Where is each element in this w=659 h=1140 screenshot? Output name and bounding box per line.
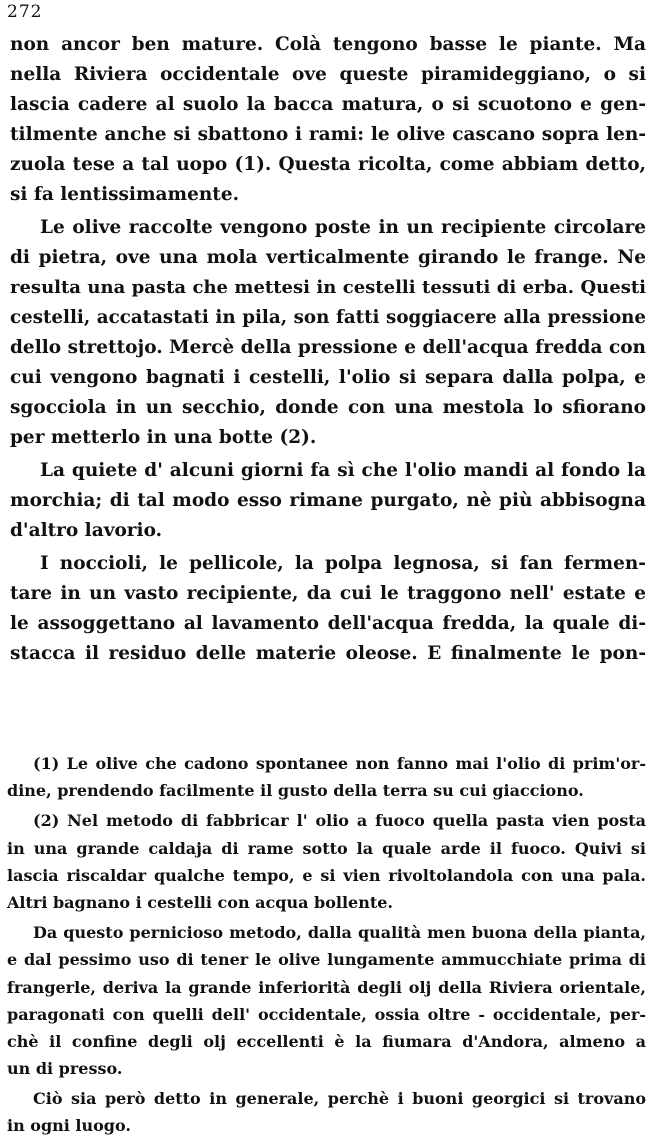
footnote-line: (1) Le olive che cadono spontanee non fanno mai l'olio di prim'or- [33,754,646,773]
footnote-line: chè il confine degli olj eccellenti è la fiumara d'Andora, almeno a [7,1031,646,1051]
text-line: resulta una pasta che mettesi in cestelli tessuti di erba. Questi [10,277,646,298]
text-line: per metterlo in una botte (2). [10,427,317,448]
footnote-line: un di presso. [7,1059,123,1079]
footnote-line: Ciò sia però detto in generale, perchè i buoni georgici si trovano [33,1089,646,1109]
footnote-line: in una grande caldaja di rame sotto la quale arde il fuoco. Quivi si [7,838,646,858]
text-line: stacca il residuo delle materie oleose. E finalmente le pon- [10,643,646,664]
text-line: La quiete d' alcuni giorni fa sì che l'olio mandi al fondo la [40,460,646,481]
text-line: lascia cadere al suolo la bacca matura, o si scuotono e gen- [10,94,646,115]
text-line: nella Riviera occidentale ove queste piramideggiano, o si [10,64,646,85]
footnote-line: frangerle, deriva la grande inferiorità degli olj della Riviera orientale, [7,977,646,997]
paragraph [10,549,646,669]
text-line: tare in un vasto recipiente, da cui le traggono nell' estate e [10,583,646,604]
text-line: zuola tese a tal uopo (1). Questa ricolta, come abbiam detto, [10,154,646,175]
main-text [10,30,646,669]
text-line: sgocciola in un secchio, donde con una mestola lo sfiorano [10,397,646,418]
text-line: di pietra, ove una mola verticalmente girando le frange. Ne [10,247,646,268]
footnote-line: lascia riscaldar qualche tempo, e si vien rivoltolandola con una pala. [7,865,646,885]
footnote-line: Da questo pernicioso metodo, dalla qualità men buona della pianta, [33,923,646,943]
paragraph [10,30,646,210]
footnote-line: Altri bagnano i cestelli con acqua bollente. [7,892,393,912]
footnote [7,750,646,804]
footnote-line: dine, prendendo facilmente il gusto della terra su cui giacciono. [7,781,584,801]
footnote-paragraph [7,1085,646,1139]
paragraph [10,456,646,546]
text-line: morchia; di tal modo esso rimane purgato, nè più abbisogna [10,490,646,511]
text-line: tilmente anche si sbattono i rami: le olive cascano sopra len- [10,124,646,145]
text-line: dello strettojo. Mercè della pressione e dell'acqua fredda con [10,337,646,358]
text-line: si fa lentissimamente. [10,184,240,205]
text-line: cui vengono bagnati i cestelli, l'olio si separa dalla polpa, e [10,367,646,388]
footnote [7,807,646,916]
footnote-paragraph [7,919,646,1082]
text-line: d'altro lavorio. [10,520,163,541]
text-line: cestelli, accatastati in pila, son fatti soggiacere alla pressione [10,307,646,328]
page-number: 272 [7,2,43,22]
text-line: non ancor ben mature. Colà tengono basse le piante. Ma [10,34,646,55]
footnote-line: paragonati con quelli dell' occidentale, ossia oltre - occidentale, per- [7,1004,646,1024]
footnotes [7,750,646,1140]
text-line: Le olive raccolte vengono poste in un recipiente circolare [40,217,646,238]
footnote-line: (2) Nel metodo di fabbricar l' olio a fuoco quella pasta vien posta [33,811,646,831]
text-line: le assoggettano al lavamento dell'acqua fredda, la quale di- [10,613,646,634]
footnote-line: in ogni luogo. [7,1116,131,1136]
footnote-line: e dal pessimo uso di tener le olive lungamente ammucchiate prima di [7,950,646,970]
text-line: I noccioli, le pellicole, la polpa legnosa, si fan fermen- [40,553,646,574]
paragraph [10,213,646,453]
